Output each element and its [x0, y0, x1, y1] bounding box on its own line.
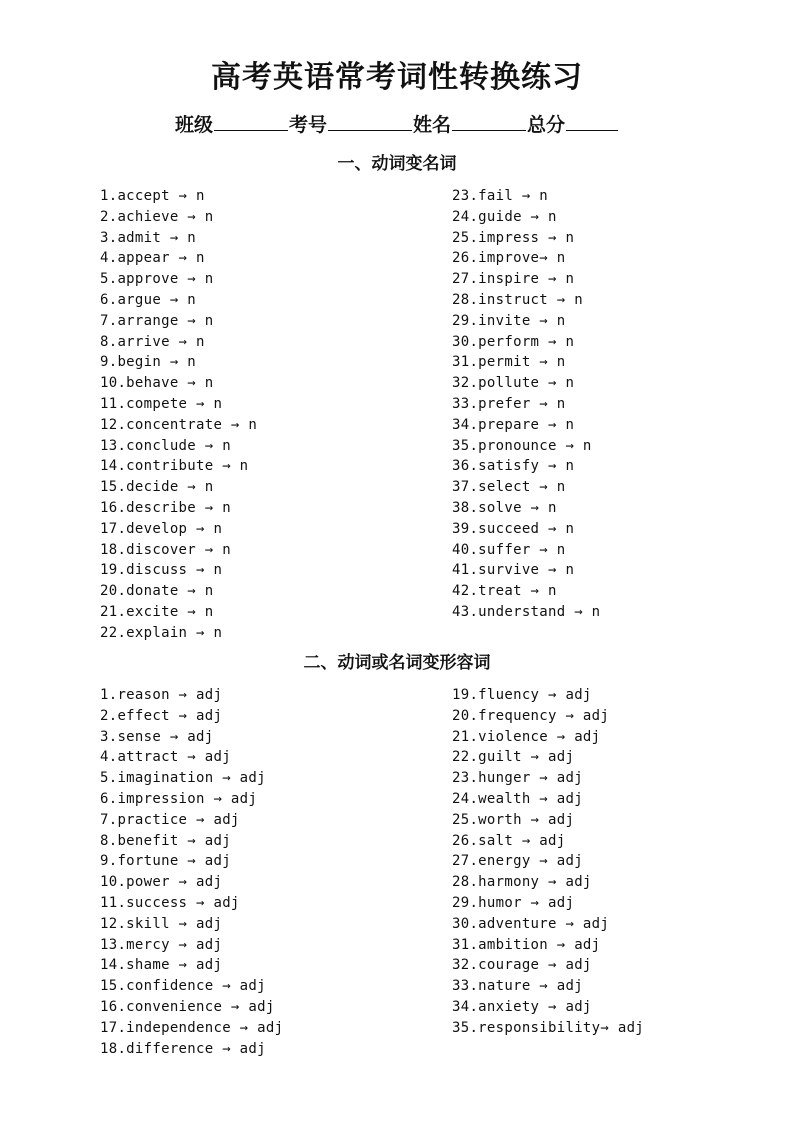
- exercise-item: 3.sense → adj: [100, 728, 214, 745]
- exercise-item: 14.contribute → n: [100, 458, 249, 475]
- exercise-item: 5.imagination → adj: [100, 770, 266, 787]
- exercise-item: 24.wealth → adj: [452, 790, 583, 807]
- exercise-item: 38.solve → n: [452, 499, 557, 516]
- exercise-item: 1.accept → n: [100, 188, 205, 204]
- exercise-item: 21.violence → adj: [452, 728, 601, 745]
- exercise-item: 30.adventure → adj: [452, 915, 610, 932]
- exam-number-label: 考号: [288, 114, 327, 136]
- exercise-item: 7.practice → adj: [100, 811, 240, 828]
- exercise-item: 9.fortune → adj: [100, 853, 231, 870]
- exercise-item: 8.benefit → adj: [100, 832, 231, 849]
- exercise-item: 3.admit → n: [100, 229, 197, 246]
- exercise-item: 12.concentrate → n: [100, 416, 258, 433]
- exercise-item: 4.appear → n: [100, 250, 205, 267]
- exercise-item: 41.survive → n: [452, 562, 575, 579]
- section-1-left-column: [100, 186, 257, 644]
- exercise-item: 28.instruct → n: [452, 291, 583, 308]
- exercise-item: 7.arrange → n: [100, 312, 214, 329]
- exercise-item: 6.impression → adj: [100, 790, 258, 807]
- class-label: 班级: [174, 114, 213, 136]
- exercise-item: 13.conclude → n: [100, 437, 231, 454]
- exercise-item: 20.frequency → adj: [452, 707, 610, 724]
- section-1-heading: 一、动词变名词: [337, 154, 457, 174]
- exercise-item: 4.attract → adj: [100, 749, 231, 766]
- exercise-item: 20.donate → n: [100, 583, 214, 600]
- exercise-item: 13.mercy → adj: [100, 936, 223, 953]
- exercise-item: 31.permit → n: [452, 354, 566, 371]
- exercise-item: 15.confidence → adj: [100, 978, 266, 995]
- exercise-item: 22.guilt → adj: [452, 749, 575, 766]
- exercise-item: 36.satisfy → n: [452, 458, 575, 475]
- exercise-item: 35.pronounce → n: [452, 437, 592, 454]
- exercise-item: 26.improve→ n: [452, 250, 566, 267]
- exercise-item: 2.achieve → n: [100, 208, 214, 225]
- exercise-item: 24.guide → n: [452, 208, 557, 225]
- exercise-item: 10.power → adj: [100, 874, 223, 891]
- exercise-item: 34.prepare → n: [452, 416, 575, 433]
- exercise-item: 19.fluency → adj: [452, 687, 592, 703]
- exercise-item: 15.decide → n: [100, 479, 214, 496]
- total-score-blank: [566, 108, 618, 131]
- name-blank: [452, 108, 526, 131]
- exercise-item: 34.anxiety → adj: [452, 998, 592, 1015]
- student-info-line: [0, 108, 794, 140]
- exercise-item: 29.invite → n: [452, 312, 566, 329]
- exercise-item: 11.compete → n: [100, 395, 223, 412]
- exercise-item: 25.worth → adj: [452, 811, 575, 828]
- exercise-item: 17.develop → n: [100, 520, 223, 537]
- section-2-right-column: [452, 685, 644, 1039]
- exercise-item: 26.salt → adj: [452, 832, 566, 849]
- exercise-item: 18.difference → adj: [100, 1040, 266, 1057]
- exercise-item: 29.humor → adj: [452, 894, 575, 911]
- exercise-item: 2.effect → adj: [100, 707, 223, 724]
- exercise-item: 40.suffer → n: [452, 541, 566, 558]
- exercise-item: 27.energy → adj: [452, 853, 583, 870]
- exercise-item: 16.convenience → adj: [100, 998, 275, 1015]
- section-1-right-column: [452, 186, 600, 623]
- exercise-item: 18.discover → n: [100, 541, 231, 558]
- exam-number-blank: [328, 108, 412, 131]
- exercise-item: 39.succeed → n: [452, 520, 575, 537]
- exercise-item: 33.prefer → n: [452, 395, 566, 412]
- section-2-heading: 二、动词或名词变形容词: [303, 653, 491, 673]
- exercise-item: 10.behave → n: [100, 375, 214, 392]
- exercise-item: 9.begin → n: [100, 354, 197, 371]
- exercise-item: 35.responsibility→ adj: [452, 1019, 645, 1036]
- class-blank: [214, 108, 288, 131]
- exercise-item: 5.approve → n: [100, 271, 214, 288]
- exercise-item: 37.select → n: [452, 479, 566, 496]
- exercise-item: 1.reason → adj: [100, 687, 223, 703]
- exercise-item: 30.perform → n: [452, 333, 575, 350]
- exercise-item: 16.describe → n: [100, 499, 231, 516]
- exercise-item: 43.understand → n: [452, 603, 601, 620]
- total-score-label: 总分: [527, 114, 566, 136]
- exercise-item: 27.inspire → n: [452, 271, 575, 288]
- exercise-item: 32.courage → adj: [452, 957, 592, 974]
- exercise-item: 8.arrive → n: [100, 333, 205, 350]
- exercise-item: 23.hunger → adj: [452, 770, 583, 787]
- exercise-item: 12.skill → adj: [100, 915, 223, 932]
- name-label: 姓名: [413, 114, 452, 136]
- exercise-item: 6.argue → n: [100, 291, 197, 308]
- worksheet-title: 高考英语常考词性转换练习: [211, 60, 583, 95]
- exercise-item: 21.excite → n: [100, 603, 214, 620]
- exercise-item: 33.nature → adj: [452, 978, 583, 995]
- exercise-item: 22.explain → n: [100, 624, 223, 641]
- exercise-item: 11.success → adj: [100, 894, 240, 911]
- exercise-item: 17.independence → adj: [100, 1019, 284, 1036]
- exercise-item: 28.harmony → adj: [452, 874, 592, 891]
- exercise-item: 32.pollute → n: [452, 375, 575, 392]
- exercise-item: 25.impress → n: [452, 229, 575, 246]
- exercise-item: 19.discuss → n: [100, 562, 223, 579]
- exercise-item: 23.fail → n: [452, 188, 549, 204]
- section-2-left-column: [100, 685, 283, 1059]
- exercise-item: 14.shame → adj: [100, 957, 223, 974]
- exercise-item: 31.ambition → adj: [452, 936, 601, 953]
- exercise-item: 42.treat → n: [452, 583, 557, 600]
